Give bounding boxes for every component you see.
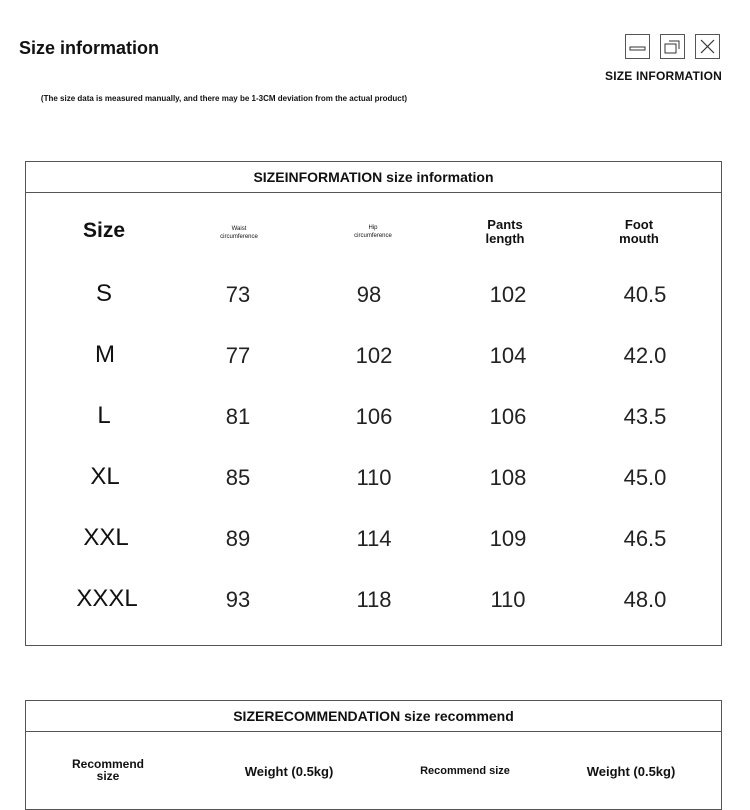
header-hip-line1: Hip	[368, 225, 378, 231]
table-cell-waist: 81	[225, 404, 251, 429]
minimize-button[interactable]	[625, 34, 650, 59]
recommend-table-title: SIZERECOMMENDATION size recommend	[26, 701, 721, 732]
table-row-size: S	[95, 280, 113, 307]
table-cell-hip: 106	[355, 404, 393, 429]
close-icon	[696, 35, 719, 58]
recommend-table	[25, 700, 722, 810]
restore-icon	[661, 35, 684, 58]
table-cell-foot: 42.0	[623, 343, 667, 368]
table-cell-hip: 118	[356, 587, 392, 612]
minimize-icon	[626, 35, 649, 58]
table-cell-pants: 109	[489, 526, 527, 551]
header-pants-length	[486, 218, 525, 246]
page-title: Size information	[19, 38, 160, 58]
header-foot-line1: Foot	[624, 217, 654, 232]
table-row-size: XXXL	[76, 585, 138, 612]
table-cell-waist: 89	[225, 526, 251, 551]
table-cell-hip: 102	[355, 343, 393, 368]
header-foot-line2: mouth	[619, 231, 659, 246]
table-cell-waist: 77	[225, 343, 251, 368]
size-table-title: SIZEINFORMATION size information	[26, 162, 721, 193]
table-cell-foot: 43.5	[623, 404, 667, 429]
table-cell-hip: 98	[356, 282, 382, 307]
table-cell-pants: 106	[489, 404, 527, 429]
header-recommend-size-2: Recommend size	[420, 765, 510, 777]
table-cell-foot: 45.0	[623, 465, 667, 490]
header-pants-line1: Pants	[487, 217, 523, 232]
header-foot-mouth	[619, 218, 659, 246]
header-waist-line2: circumference	[220, 234, 258, 240]
close-button[interactable]	[695, 34, 720, 59]
header-waist	[220, 225, 258, 241]
table-cell-foot: 40.5	[623, 282, 667, 307]
table-cell-hip: 110	[356, 465, 392, 490]
table-cell-waist: 85	[225, 465, 251, 490]
brand-label: SIZE INFORMATION	[605, 69, 722, 83]
table-cell-foot: 46.5	[623, 526, 667, 551]
table-row-size: XL	[90, 463, 120, 490]
restore-button[interactable]	[660, 34, 685, 59]
header-hip-line2: circumference	[354, 233, 392, 239]
table-cell-waist: 93	[225, 587, 251, 612]
table-cell-pants: 102	[489, 282, 527, 307]
table-row-size: M	[95, 341, 115, 368]
table-cell-pants: 110	[490, 587, 526, 612]
table-row-size: L	[97, 402, 111, 429]
table-row-size: XXL	[83, 524, 129, 551]
header-pants-line2: length	[485, 231, 525, 246]
table-cell-foot: 48.0	[623, 587, 667, 612]
header-recommend-size	[72, 758, 144, 782]
header-hip	[354, 224, 392, 240]
header-recommend-line1: Recommend	[71, 757, 145, 771]
table-cell-hip: 114	[356, 526, 392, 551]
header-waist-line1: Waist	[231, 226, 247, 232]
header-weight-2: Weight (0.5kg)	[586, 764, 676, 779]
measurement-note: (The size data is measured manually, and there may be 1-3CM deviation from the actual product)	[40, 94, 408, 103]
size-table	[25, 161, 722, 646]
header-recommend-line2: size	[96, 769, 120, 783]
table-cell-waist: 73	[225, 282, 251, 307]
table-cell-pants: 104	[489, 343, 527, 368]
header-size: Size	[82, 219, 126, 242]
table-cell-pants: 108	[489, 465, 527, 490]
header-weight: Weight (0.5kg)	[244, 764, 334, 779]
